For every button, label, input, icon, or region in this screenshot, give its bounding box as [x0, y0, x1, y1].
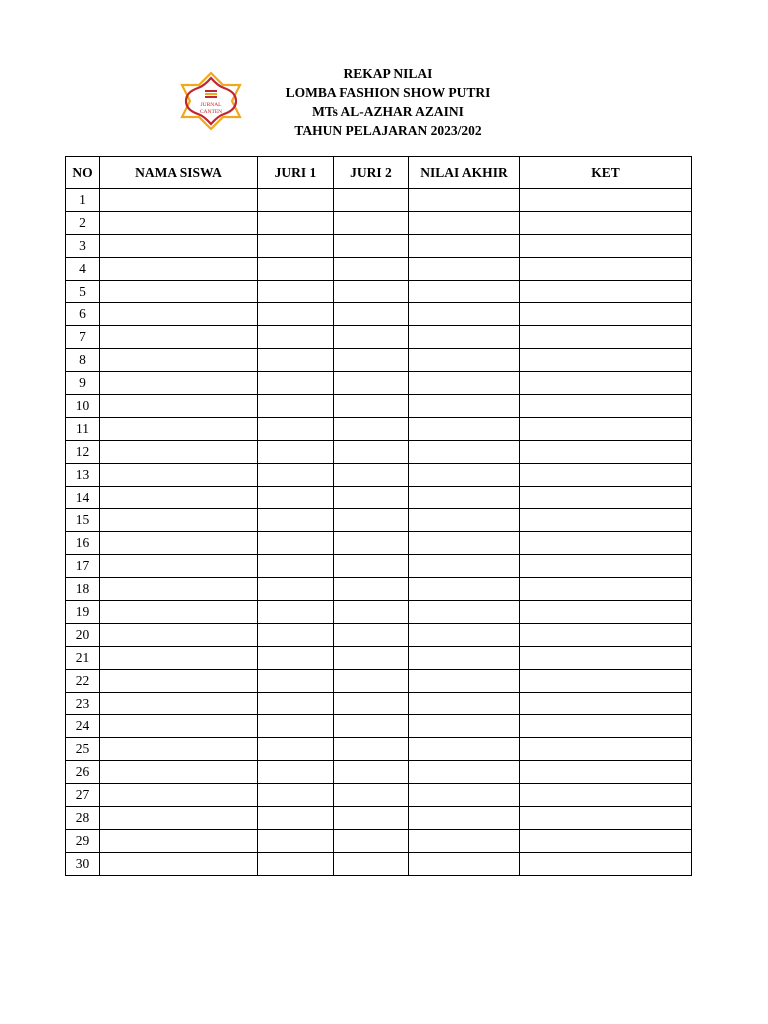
- cell-juri-2[interactable]: [334, 692, 409, 715]
- cell-nilai-akhir[interactable]: [409, 463, 520, 486]
- row-number: 3: [66, 234, 100, 257]
- cell-juri-2[interactable]: [334, 372, 409, 395]
- cell-nilai-akhir[interactable]: [409, 646, 520, 669]
- cell-juri-2[interactable]: [334, 417, 409, 440]
- cell-juri-1[interactable]: [258, 257, 334, 280]
- document-header: [0, 64, 768, 140]
- cell-nama-siswa[interactable]: [100, 669, 258, 692]
- table-row: [66, 784, 692, 807]
- header-event: LOMBA FASHION SHOW PUTRI: [285, 85, 491, 100]
- cell-juri-1[interactable]: [258, 784, 334, 807]
- cell-juri-1[interactable]: [258, 211, 334, 234]
- cell-nilai-akhir[interactable]: [409, 852, 520, 875]
- row-number: 18: [66, 578, 100, 601]
- cell-juri-1[interactable]: [258, 692, 334, 715]
- cell-nama-siswa[interactable]: [100, 349, 258, 372]
- cell-nama-siswa[interactable]: [100, 807, 258, 830]
- cell-nilai-akhir[interactable]: [409, 669, 520, 692]
- cell-ket[interactable]: [520, 784, 692, 807]
- cell-ket[interactable]: [520, 715, 692, 738]
- cell-nilai-akhir[interactable]: [409, 486, 520, 509]
- cell-ket[interactable]: [520, 417, 692, 440]
- column-header-juri-1: JURI 1: [258, 157, 334, 189]
- cell-juri-1[interactable]: [258, 440, 334, 463]
- cell-nama-siswa[interactable]: [100, 303, 258, 326]
- table-row: [66, 303, 692, 326]
- row-number: 21: [66, 646, 100, 669]
- table-row: [66, 326, 692, 349]
- cell-ket[interactable]: [520, 211, 692, 234]
- cell-nilai-akhir[interactable]: [409, 395, 520, 418]
- cell-ket[interactable]: [520, 440, 692, 463]
- cell-nama-siswa[interactable]: [100, 211, 258, 234]
- cell-nama-siswa[interactable]: [100, 829, 258, 852]
- cell-juri-2[interactable]: [334, 623, 409, 646]
- column-header-juri-2: JURI 2: [334, 157, 409, 189]
- cell-juri-1[interactable]: [258, 761, 334, 784]
- cell-nama-siswa[interactable]: [100, 578, 258, 601]
- column-header-nilai-akhir: NILAI AKHIR: [409, 157, 520, 189]
- score-table: [65, 156, 692, 876]
- cell-nama-siswa[interactable]: [100, 234, 258, 257]
- table-row: [66, 509, 692, 532]
- table-row: [66, 486, 692, 509]
- cell-nama-siswa[interactable]: [100, 623, 258, 646]
- cell-nilai-akhir[interactable]: [409, 761, 520, 784]
- cell-ket[interactable]: [520, 601, 692, 624]
- cell-juri-1[interactable]: [258, 234, 334, 257]
- cell-nama-siswa[interactable]: [100, 715, 258, 738]
- cell-nilai-akhir[interactable]: [409, 280, 520, 303]
- cell-nilai-akhir[interactable]: [409, 784, 520, 807]
- cell-nilai-akhir[interactable]: [409, 692, 520, 715]
- cell-nilai-akhir[interactable]: [409, 326, 520, 349]
- cell-ket[interactable]: [520, 395, 692, 418]
- table-row: [66, 234, 692, 257]
- table-row: [66, 280, 692, 303]
- row-number: 24: [66, 715, 100, 738]
- cell-nama-siswa[interactable]: [100, 395, 258, 418]
- row-number: 16: [66, 532, 100, 555]
- cell-juri-2[interactable]: [334, 555, 409, 578]
- table-row: [66, 738, 692, 761]
- cell-juri-2[interactable]: [334, 486, 409, 509]
- cell-nilai-akhir[interactable]: [409, 257, 520, 280]
- cell-juri-1[interactable]: [258, 578, 334, 601]
- cell-ket[interactable]: [520, 692, 692, 715]
- cell-nilai-akhir[interactable]: [409, 532, 520, 555]
- cell-nilai-akhir[interactable]: [409, 372, 520, 395]
- table-row: [66, 669, 692, 692]
- cell-juri-1[interactable]: [258, 715, 334, 738]
- cell-juri-2[interactable]: [334, 440, 409, 463]
- cell-juri-2[interactable]: [334, 829, 409, 852]
- row-number: 11: [66, 417, 100, 440]
- cell-ket[interactable]: [520, 852, 692, 875]
- row-number: 4: [66, 257, 100, 280]
- cell-nilai-akhir[interactable]: [409, 417, 520, 440]
- cell-nama-siswa[interactable]: [100, 738, 258, 761]
- header-school: MTs AL-AZHAR AZAINI: [312, 104, 464, 119]
- cell-nilai-akhir[interactable]: [409, 189, 520, 212]
- header-title: REKAP NILAI: [343, 66, 433, 81]
- cell-juri-1[interactable]: [258, 852, 334, 875]
- cell-nama-siswa[interactable]: [100, 784, 258, 807]
- cell-juri-1[interactable]: [258, 829, 334, 852]
- cell-juri-2[interactable]: [334, 738, 409, 761]
- cell-nama-siswa[interactable]: [100, 257, 258, 280]
- cell-ket[interactable]: [520, 463, 692, 486]
- table-row: [66, 463, 692, 486]
- cell-nama-siswa[interactable]: [100, 189, 258, 212]
- cell-juri-1[interactable]: [258, 486, 334, 509]
- cell-juri-2[interactable]: [334, 234, 409, 257]
- row-number: 5: [66, 280, 100, 303]
- row-number: 15: [66, 509, 100, 532]
- cell-nama-siswa[interactable]: [100, 486, 258, 509]
- cell-juri-1[interactable]: [258, 417, 334, 440]
- cell-ket[interactable]: [520, 646, 692, 669]
- cell-juri-2[interactable]: [334, 601, 409, 624]
- cell-juri-1[interactable]: [258, 669, 334, 692]
- column-header-no: NO: [66, 157, 100, 189]
- column-header-ket: KET: [520, 157, 692, 189]
- row-number: 20: [66, 623, 100, 646]
- cell-nilai-akhir[interactable]: [409, 440, 520, 463]
- cell-ket[interactable]: [520, 578, 692, 601]
- cell-juri-2[interactable]: [334, 807, 409, 830]
- cell-juri-2[interactable]: [334, 852, 409, 875]
- table-header-row: [66, 157, 692, 189]
- row-number: 7: [66, 326, 100, 349]
- row-number: 13: [66, 463, 100, 486]
- cell-ket[interactable]: [520, 532, 692, 555]
- row-number: 6: [66, 303, 100, 326]
- row-number: 22: [66, 669, 100, 692]
- cell-nilai-akhir[interactable]: [409, 349, 520, 372]
- table-row: [66, 623, 692, 646]
- cell-ket[interactable]: [520, 349, 692, 372]
- cell-juri-2[interactable]: [334, 715, 409, 738]
- cell-nama-siswa[interactable]: [100, 852, 258, 875]
- cell-ket[interactable]: [520, 509, 692, 532]
- table-row: [66, 395, 692, 418]
- cell-nilai-akhir[interactable]: [409, 555, 520, 578]
- cell-juri-2[interactable]: [334, 395, 409, 418]
- table-row: [66, 829, 692, 852]
- table-row: [66, 532, 692, 555]
- cell-nilai-akhir[interactable]: [409, 829, 520, 852]
- table-row: [66, 692, 692, 715]
- table-row: [66, 852, 692, 875]
- cell-juri-2[interactable]: [334, 578, 409, 601]
- cell-nilai-akhir[interactable]: [409, 807, 520, 830]
- logo-text-bottom: CANTEN: [199, 109, 223, 115]
- cell-nama-siswa[interactable]: [100, 555, 258, 578]
- row-number: 27: [66, 784, 100, 807]
- cell-juri-2[interactable]: [334, 532, 409, 555]
- cell-juri-2[interactable]: [334, 784, 409, 807]
- cell-juri-2[interactable]: [334, 280, 409, 303]
- cell-ket[interactable]: [520, 761, 692, 784]
- row-number: 17: [66, 555, 100, 578]
- cell-nilai-akhir[interactable]: [409, 601, 520, 624]
- cell-nama-siswa[interactable]: [100, 509, 258, 532]
- cell-nama-siswa[interactable]: [100, 280, 258, 303]
- cell-nilai-akhir[interactable]: [409, 234, 520, 257]
- row-number: 8: [66, 349, 100, 372]
- cell-ket[interactable]: [520, 807, 692, 830]
- table-row: [66, 761, 692, 784]
- cell-juri-1[interactable]: [258, 395, 334, 418]
- cell-juri-1[interactable]: [258, 623, 334, 646]
- cell-juri-1[interactable]: [258, 601, 334, 624]
- column-header-nama-siswa: NAMA SISWA: [100, 157, 258, 189]
- cell-nama-siswa[interactable]: [100, 761, 258, 784]
- cell-juri-2[interactable]: [334, 257, 409, 280]
- row-number: 10: [66, 395, 100, 418]
- table-row: [66, 440, 692, 463]
- cell-juri-2[interactable]: [334, 303, 409, 326]
- cell-juri-2[interactable]: [334, 509, 409, 532]
- cell-nilai-akhir[interactable]: [409, 578, 520, 601]
- table-row: [66, 555, 692, 578]
- logo-text-top: JURNAL: [200, 102, 222, 108]
- cell-nilai-akhir[interactable]: [409, 211, 520, 234]
- row-number: 28: [66, 807, 100, 830]
- cell-juri-1[interactable]: [258, 280, 334, 303]
- cell-ket[interactable]: [520, 669, 692, 692]
- cell-ket[interactable]: [520, 326, 692, 349]
- row-number: 12: [66, 440, 100, 463]
- table-row: [66, 715, 692, 738]
- cell-nilai-akhir[interactable]: [409, 738, 520, 761]
- row-number: 2: [66, 211, 100, 234]
- cell-ket[interactable]: [520, 257, 692, 280]
- cell-juri-1[interactable]: [258, 189, 334, 212]
- cell-ket[interactable]: [520, 234, 692, 257]
- cell-juri-1[interactable]: [258, 532, 334, 555]
- cell-nama-siswa[interactable]: [100, 646, 258, 669]
- cell-juri-2[interactable]: [334, 669, 409, 692]
- table-row: [66, 349, 692, 372]
- row-number: 9: [66, 372, 100, 395]
- cell-juri-2[interactable]: [334, 646, 409, 669]
- cell-nilai-akhir[interactable]: [409, 715, 520, 738]
- row-number: 1: [66, 189, 100, 212]
- table-row: [66, 211, 692, 234]
- cell-nama-siswa[interactable]: [100, 417, 258, 440]
- cell-juri-1[interactable]: [258, 303, 334, 326]
- row-number: 23: [66, 692, 100, 715]
- cell-juri-1[interactable]: [258, 326, 334, 349]
- cell-nilai-akhir[interactable]: [409, 509, 520, 532]
- cell-juri-2[interactable]: [334, 761, 409, 784]
- cell-nama-siswa[interactable]: [100, 532, 258, 555]
- table-row: [66, 417, 692, 440]
- table-row: [66, 189, 692, 212]
- cell-juri-1[interactable]: [258, 349, 334, 372]
- cell-nama-siswa[interactable]: [100, 601, 258, 624]
- cell-nilai-akhir[interactable]: [409, 623, 520, 646]
- cell-ket[interactable]: [520, 555, 692, 578]
- cell-juri-2[interactable]: [334, 211, 409, 234]
- cell-nama-siswa[interactable]: [100, 463, 258, 486]
- cell-ket[interactable]: [520, 280, 692, 303]
- cell-ket[interactable]: [520, 829, 692, 852]
- cell-ket[interactable]: [520, 738, 692, 761]
- header-year: TAHUN PELAJARAN 2023/202: [294, 123, 482, 138]
- table-row: [66, 601, 692, 624]
- table-row: [66, 646, 692, 669]
- table-body: [66, 189, 692, 876]
- cell-juri-2[interactable]: [334, 463, 409, 486]
- cell-ket[interactable]: [520, 623, 692, 646]
- table-row: [66, 807, 692, 830]
- table-row: [66, 578, 692, 601]
- cell-juri-1[interactable]: [258, 509, 334, 532]
- row-number: 30: [66, 852, 100, 875]
- cell-nama-siswa[interactable]: [100, 692, 258, 715]
- cell-ket[interactable]: [520, 486, 692, 509]
- row-number: 26: [66, 761, 100, 784]
- cell-juri-1[interactable]: [258, 372, 334, 395]
- table-row: [66, 372, 692, 395]
- row-number: 25: [66, 738, 100, 761]
- row-number: 19: [66, 601, 100, 624]
- cell-nama-siswa[interactable]: [100, 440, 258, 463]
- cell-juri-1[interactable]: [258, 463, 334, 486]
- row-number: 14: [66, 486, 100, 509]
- cell-juri-1[interactable]: [258, 646, 334, 669]
- table-row: [66, 257, 692, 280]
- cell-ket[interactable]: [520, 303, 692, 326]
- cell-juri-2[interactable]: [334, 189, 409, 212]
- cell-ket[interactable]: [520, 189, 692, 212]
- cell-juri-1[interactable]: [258, 807, 334, 830]
- cell-ket[interactable]: [520, 372, 692, 395]
- cell-juri-2[interactable]: [334, 326, 409, 349]
- cell-juri-1[interactable]: [258, 738, 334, 761]
- cell-nilai-akhir[interactable]: [409, 303, 520, 326]
- cell-juri-1[interactable]: [258, 555, 334, 578]
- cell-nama-siswa[interactable]: [100, 326, 258, 349]
- cell-nama-siswa[interactable]: [100, 372, 258, 395]
- row-number: 29: [66, 829, 100, 852]
- cell-juri-2[interactable]: [334, 349, 409, 372]
